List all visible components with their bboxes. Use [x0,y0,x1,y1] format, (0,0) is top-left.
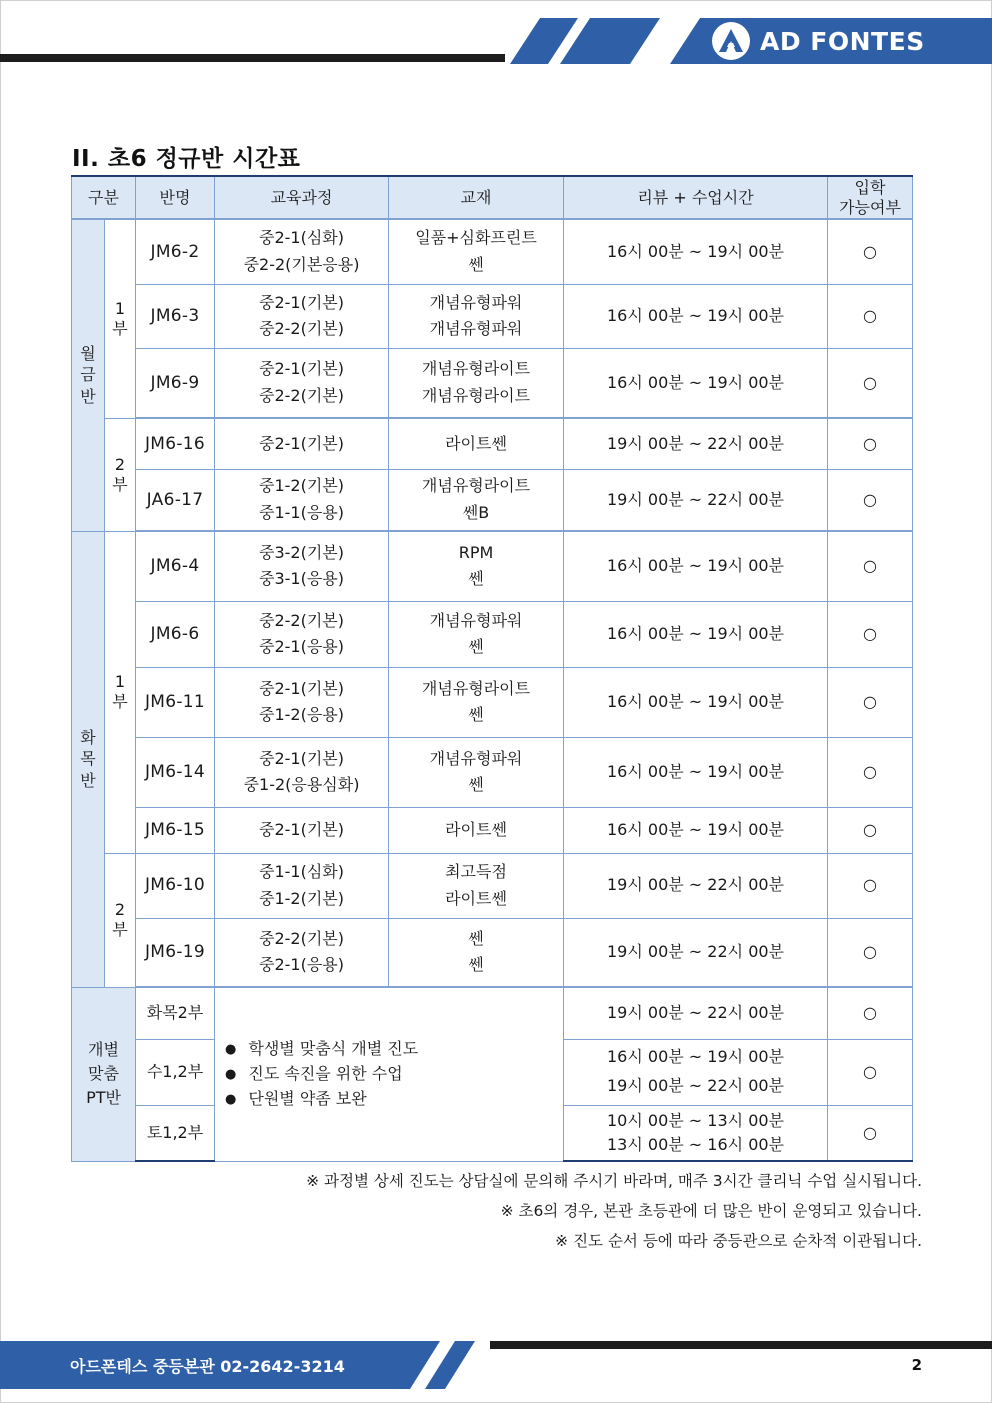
part-1: 1 부 [105,219,136,418]
admission-cell: ○ [828,284,913,348]
course-cell: 중1-2(기본) 중1-1(응용) [215,469,389,531]
header-course: 교육과정 [215,176,389,219]
admission-cell: ○ [828,918,913,987]
book-cell: 일품+심화프린트 쎈 [389,219,564,284]
class-code: JM6-19 [136,918,215,987]
admission-cell: ○ [828,418,913,469]
admission-cell: ○ [828,1039,913,1105]
time-cell: 19시 00분 ~ 22시 00분 [564,853,828,918]
book-cell: 최고득점 라이트쎈 [389,853,564,918]
book-cell: 개념유형라이트 쎈 [389,667,564,737]
admission-cell: ○ [828,219,913,284]
class-code: 수1,2부 [136,1039,215,1105]
time-cell: 19시 00분 ~ 22시 00분 [564,418,828,469]
class-code: JM6-9 [136,348,215,418]
book-cell: 개념유형라이트 개념유형라이트 [389,348,564,418]
footnote: ※ 과정별 상세 진도는 상담실에 문의해 주시기 바라며, 매주 3시간 클리닉 수업 실시됩니다. [306,1172,922,1190]
time-cell: 16시 00분 ~ 19시 00분 [564,348,828,418]
table-row [72,601,913,667]
course-cell: 중1-1(심화) 중1-2(기본) [215,853,389,918]
course-cell: 중2-1(기본) 중1-2(응용심화) [215,737,389,807]
admission-cell: ○ [828,667,913,737]
table-row [72,667,913,737]
footer-black-bar [490,1341,992,1349]
table-header-row [72,176,913,219]
footnote: ※ 초6의 경우, 본관 초등관에 더 많은 반이 운영되고 있습니다. [500,1202,922,1220]
list-item: ● 진도 속진을 위한 수업 [225,1062,563,1087]
admission-cell: ○ [828,601,913,667]
course-cell: 중2-1(심화) 중2-2(기본응용) [215,219,389,284]
time-cell: 16시 00분 ~ 19시 00분 19시 00분 ~ 22시 00분 [564,1039,828,1105]
footer-contact: 아드폰테스 중등본관 02-2642-3214 [70,1357,345,1376]
time-cell: 19시 00분 ~ 22시 00분 [564,918,828,987]
group-pt: 개별 맞춤 PT반 [72,987,136,1161]
time-cell: 16시 00분 ~ 19시 00분 [564,531,828,601]
course-cell: 중2-1(기본) 중2-2(기본) [215,284,389,348]
class-code: JM6-3 [136,284,215,348]
header-class-name: 반명 [136,176,215,219]
group-mon-fri: 월 금 반 [72,219,105,531]
book-cell: 쎈 쎈 [389,918,564,987]
table-row [72,918,913,987]
book-cell: RPM 쎈 [389,531,564,601]
header-black-bar [0,54,505,62]
time-cell: 16시 00분 ~ 19시 00분 [564,737,828,807]
time-cell: 16시 00분 ~ 19시 00분 [564,284,828,348]
class-code: JM6-6 [136,601,215,667]
brand-logo [712,22,925,60]
class-code: JM6-10 [136,853,215,918]
admission-cell: ○ [828,853,913,918]
course-cell: 중2-2(기본) 중2-1(응용) [215,601,389,667]
course-cell: 중2-1(기본) 중2-2(기본) [215,348,389,418]
course-cell: 중2-1(기본) [215,807,389,853]
time-cell: 19시 00분 ~ 22시 00분 [564,469,828,531]
part-2: 2 부 [105,853,136,987]
admission-cell: ○ [828,531,913,601]
table-row [72,807,913,853]
class-code: JM6-15 [136,807,215,853]
part-1: 1 부 [105,531,136,853]
admission-cell: ○ [828,737,913,807]
admission-cell: ○ [828,1105,913,1161]
book-cell: 개념유형파워 쎈 [389,737,564,807]
table-row [72,418,913,469]
time-cell: 10시 00분 ~ 13시 00분 13시 00분 ~ 16시 00분 [564,1105,828,1161]
course-cell: 중3-2(기본) 중3-1(응용) [215,531,389,601]
class-code: JM6-11 [136,667,215,737]
course-cell: 중2-1(기본) 중1-2(응용) [215,667,389,737]
class-code: JM6-16 [136,418,215,469]
list-item: ● 학생별 맞춤식 개별 진도 [225,1037,563,1062]
table-row [72,219,913,284]
class-code: JM6-2 [136,219,215,284]
timetable [71,175,913,1162]
admission-cell: ○ [828,987,913,1039]
book-cell: 개념유형라이트 쎈B [389,469,564,531]
table-row [72,348,913,418]
table-row [72,737,913,807]
table-row [72,853,913,918]
admission-cell: ○ [828,348,913,418]
pt-description [215,987,564,1161]
course-cell: 중2-2(기본) 중2-1(응용) [215,918,389,987]
class-code: JA6-17 [136,469,215,531]
class-code: 화목2부 [136,987,215,1039]
ad-fontes-logo-icon [712,22,750,60]
footnote: ※ 진도 순서 등에 따라 중등관으로 순차적 이관됩니다. [555,1232,922,1250]
class-code: JM6-14 [136,737,215,807]
time-cell: 16시 00분 ~ 19시 00분 [564,667,828,737]
header-category: 구분 [72,176,136,219]
admission-cell: ○ [828,469,913,531]
book-cell: 라이트쎈 [389,807,564,853]
time-cell: 16시 00분 ~ 19시 00분 [564,601,828,667]
book-cell: 라이트쎈 [389,418,564,469]
part-2: 2 부 [105,418,136,531]
header-admission: 입학 가능여부 [828,176,913,219]
class-code: JM6-4 [136,531,215,601]
class-code: 토1,2부 [136,1105,215,1161]
header-time: 리뷰 + 수업시간 [564,176,828,219]
course-cell: 중2-1(기본) [215,418,389,469]
book-cell: 개념유형파워 쎈 [389,601,564,667]
pt-bullet-list [225,1037,563,1111]
time-cell: 16시 00분 ~ 19시 00분 [564,807,828,853]
table-row [72,469,913,531]
header-textbook: 교재 [389,176,564,219]
list-item: ● 단원별 약좀 보완 [225,1087,563,1112]
admission-cell: ○ [828,807,913,853]
page-number: 2 [911,1356,922,1374]
page-title: II. 초6 정규반 시간표 [72,146,301,172]
group-tue-thu: 화 목 반 [72,531,105,987]
footnotes [306,1166,922,1256]
table-row [72,987,913,1039]
brand-name: AD FONTES [760,26,925,56]
table-row [72,284,913,348]
time-cell: 16시 00분 ~ 19시 00분 [564,219,828,284]
book-cell: 개념유형파워 개념유형파워 [389,284,564,348]
table-row [72,531,913,601]
time-cell: 19시 00분 ~ 22시 00분 [564,987,828,1039]
